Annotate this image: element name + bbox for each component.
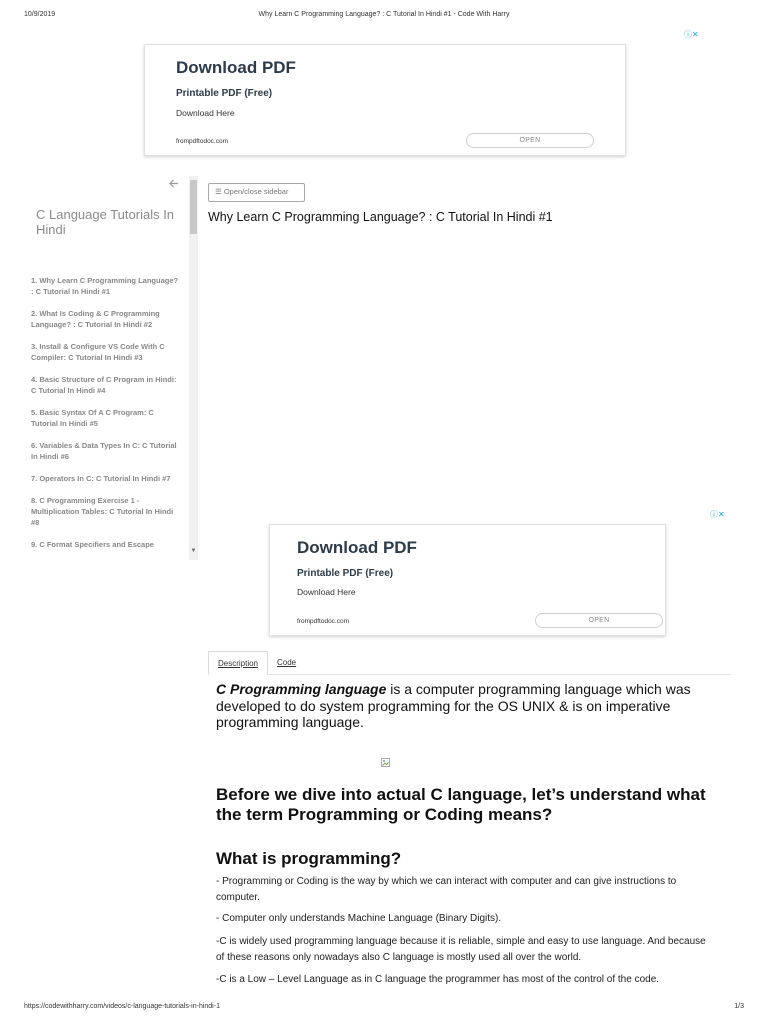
sidebar-list <box>31 275 181 561</box>
content-tabs <box>208 651 731 675</box>
body-paragraph: - Programming or Coding is the way by which we can interact with computer and can give instructions to computer. <box>216 876 677 903</box>
ad-subtitle: Printable PDF (Free) <box>176 88 273 99</box>
sidebar-item[interactable]: 9. C Format Specifiers and Escape <box>31 540 154 549</box>
sidebar-item[interactable]: 7. Operators In C: C Tutorial In Hindi #7 <box>31 474 171 483</box>
section-heading: Before we dive into actual C language, let’s understand what the term Programming or Coding means? <box>216 785 706 824</box>
sidebar-item[interactable]: 6. Variables & Data Types In C: C Tutorial In Hindi #6 <box>31 441 177 461</box>
ad-domain: frompdftodoc.com <box>297 618 350 625</box>
broken-image-icon <box>381 755 391 765</box>
intro-text: is a computer programming language which was developed to do system programming for the OS UNIX & is on imperative programming language. <box>216 681 691 730</box>
sidebar-item[interactable]: 3. Install & Configure VS Code With C Compiler: C Tutorial In Hindi #3 <box>31 342 165 362</box>
body-paragraph: -C is a Low – Level Language as in C language the programmer has most of the control of the code. <box>216 974 660 985</box>
ad-description: Download Here <box>297 587 356 597</box>
sidebar-item[interactable]: 8. C Programming Exercise 1 - Multiplication Tables: C Tutorial In Hindi #8 <box>31 496 174 527</box>
adchoices-icon[interactable]: ⓘ✕ <box>684 30 699 39</box>
ad-banner[interactable] <box>269 524 666 636</box>
ad-title[interactable]: Download PDF <box>176 58 296 77</box>
tutorial-sidebar <box>24 176 198 560</box>
print-page-number: 1/3 <box>734 1003 744 1010</box>
sidebar-item[interactable]: 5. Basic Syntax Of A C Program: C Tutorial In Hindi #5 <box>31 408 154 428</box>
arrow-left-icon[interactable] <box>169 179 179 191</box>
ad-domain: frompdftodoc.com <box>176 138 229 145</box>
print-url: https://codewithharry.com/videos/c-language-tutorials-in-hindi-1 <box>24 1003 220 1010</box>
ad-open-button[interactable]: OPEN <box>535 613 663 628</box>
ad-description: Download Here <box>176 108 235 118</box>
print-title: Why Learn C Programming Language? : C Tutorial In Hindi #1 - Code With Harry <box>258 11 510 18</box>
toggle-label: Open/close sidebar <box>223 187 289 196</box>
ad-subtitle: Printable PDF (Free) <box>297 568 394 579</box>
sidebar-item[interactable]: 4. Basic Structure of C Program in Hindi: C Tutorial In Hindi #4 <box>31 375 177 395</box>
print-date: 10/9/2019 <box>24 11 56 18</box>
scroll-down-arrow-icon[interactable]: ▼ <box>190 548 197 554</box>
sidebar-scroll-thumb[interactable] <box>190 180 197 234</box>
sidebar-toggle-icon: ☰ <box>215 187 222 196</box>
adchoices-icon[interactable]: ⓘ✕ <box>710 510 725 519</box>
body-paragraph: -C is widely used programming language because it is reliable, simple and easy to use language. And because of these reasons only nowadays also C language is mostly used all over the world. <box>216 936 706 963</box>
intro-paragraph <box>216 681 716 731</box>
print-footer <box>0 1003 768 1015</box>
tab-code[interactable]: Code <box>277 658 297 667</box>
intro-emphasis: C Programming language <box>216 681 387 697</box>
print-header <box>0 11 768 23</box>
body-paragraph: - Computer only understands Machine Language (Binary Digits). <box>216 913 502 924</box>
video-title: Why Learn C Programming Language? : C Tutorial In Hindi #1 <box>208 210 553 224</box>
ad-open-button[interactable]: OPEN <box>466 133 594 148</box>
sidebar-title: C Language Tutorials In Hindi <box>36 207 175 237</box>
sidebar-item[interactable]: 1. Why Learn C Programming Language? : C Tutorial In Hindi #1 <box>31 276 179 296</box>
tab-description[interactable]: Description <box>208 651 268 675</box>
ad-title[interactable]: Download PDF <box>297 538 417 557</box>
subsection-heading: What is programming? <box>216 849 402 868</box>
description-content <box>216 681 716 985</box>
open-close-sidebar-button[interactable] <box>208 183 305 202</box>
ad-banner[interactable] <box>144 44 626 156</box>
sidebar-item[interactable]: 2. What Is Coding & C Programming Language? : C Tutorial In Hindi #2 <box>31 309 160 329</box>
